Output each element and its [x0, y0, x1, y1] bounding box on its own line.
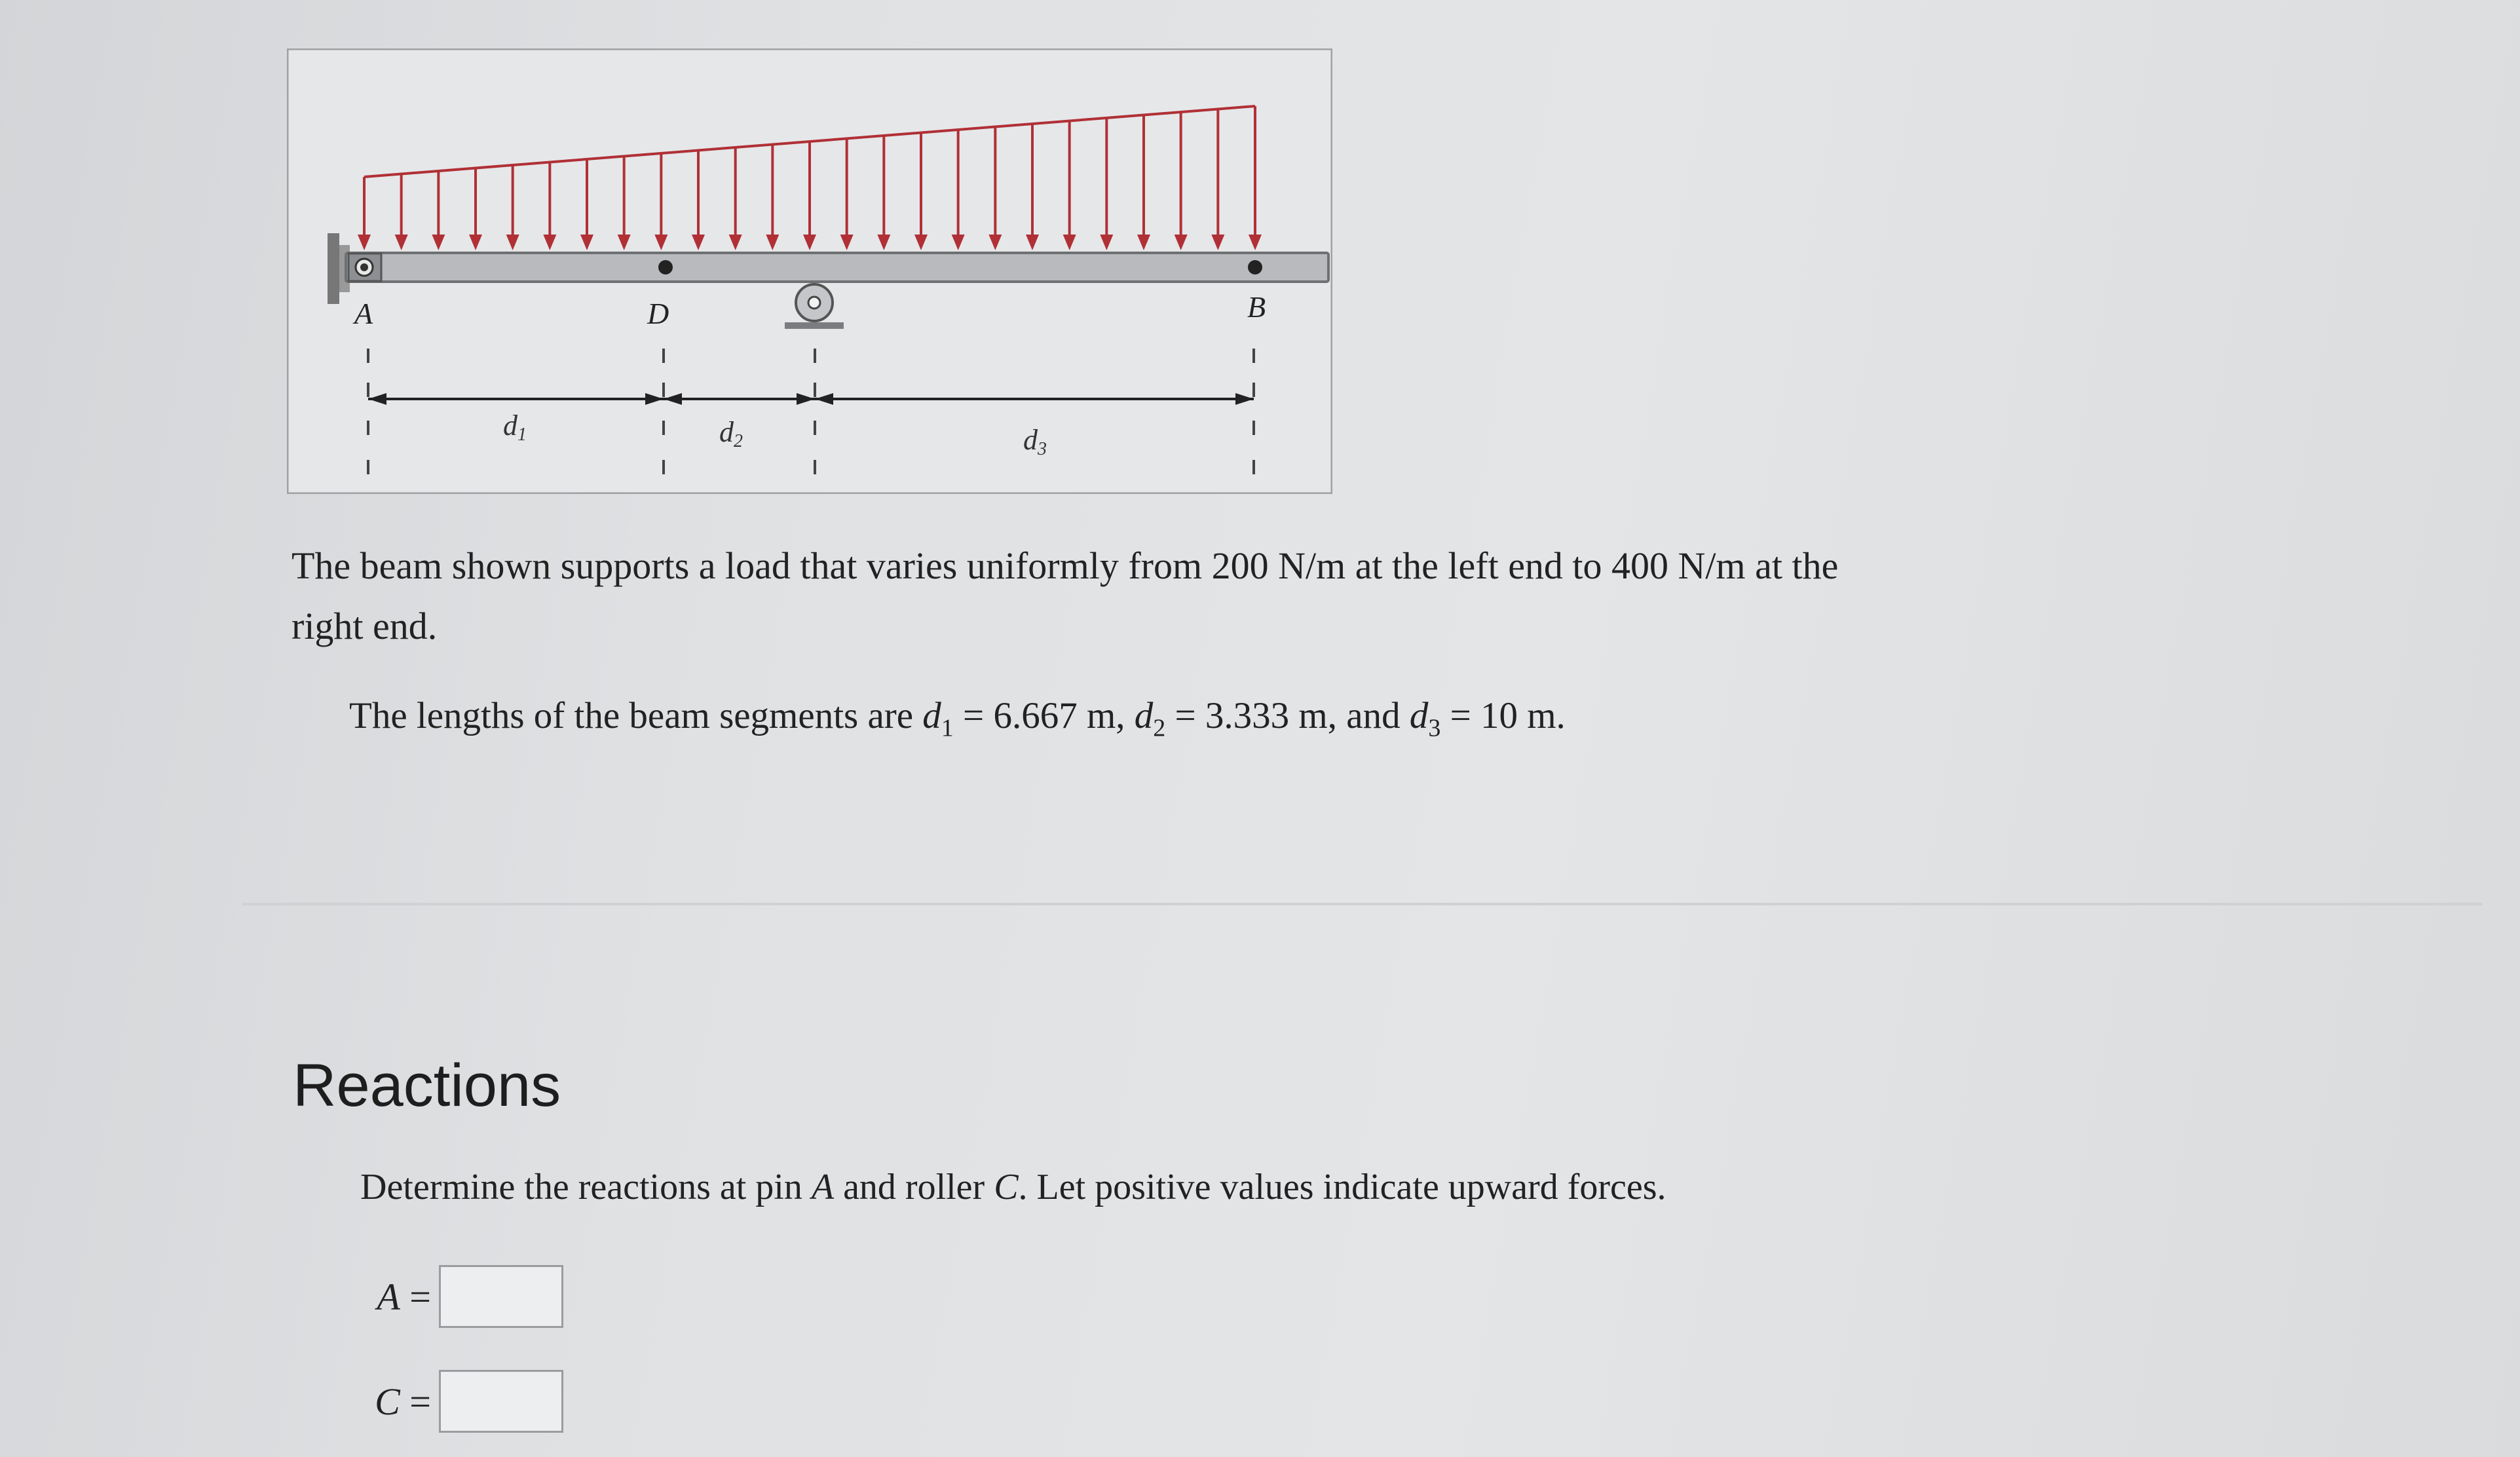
label-b: B — [1247, 290, 1266, 324]
wall-support-icon — [328, 233, 339, 304]
section-divider — [242, 903, 2483, 905]
answer-row-c — [359, 1365, 563, 1437]
dim-d2-label: d2 — [719, 416, 743, 451]
dim-d1-label: d1 — [503, 409, 527, 445]
label-a: A — [354, 297, 373, 330]
answer-row-a — [359, 1260, 563, 1333]
answer-c-label: C = — [375, 1380, 431, 1423]
reactions-instruction: Determine the reactions at pin A and roller C. Let positive values indicate upward forces. — [360, 1167, 1666, 1207]
reactions-heading: Reactions — [293, 1052, 561, 1119]
beam-body — [346, 253, 1328, 282]
problem-statement: The beam shown supports a load that varies uniformly from 200 N/m at the left end to 400 N/m at the right end. — [291, 544, 1839, 647]
label-d: D — [647, 297, 669, 330]
beam-figure — [287, 48, 1332, 494]
point-b-icon — [1248, 260, 1262, 274]
answer-c-input[interactable] — [439, 1370, 563, 1433]
answer-a-input[interactable] — [439, 1265, 563, 1328]
point-d-icon — [658, 260, 673, 274]
segment-lengths: The lengths of the beam segments are $d_1 = 6.667$ m, $d_2 = 3.333$ m, and $d_3 = 10$ m. — [349, 695, 1566, 742]
beam-diagram — [287, 48, 1332, 494]
answer-a-label: A = — [377, 1275, 431, 1318]
dim-d3-label: d3 — [1023, 424, 1047, 459]
